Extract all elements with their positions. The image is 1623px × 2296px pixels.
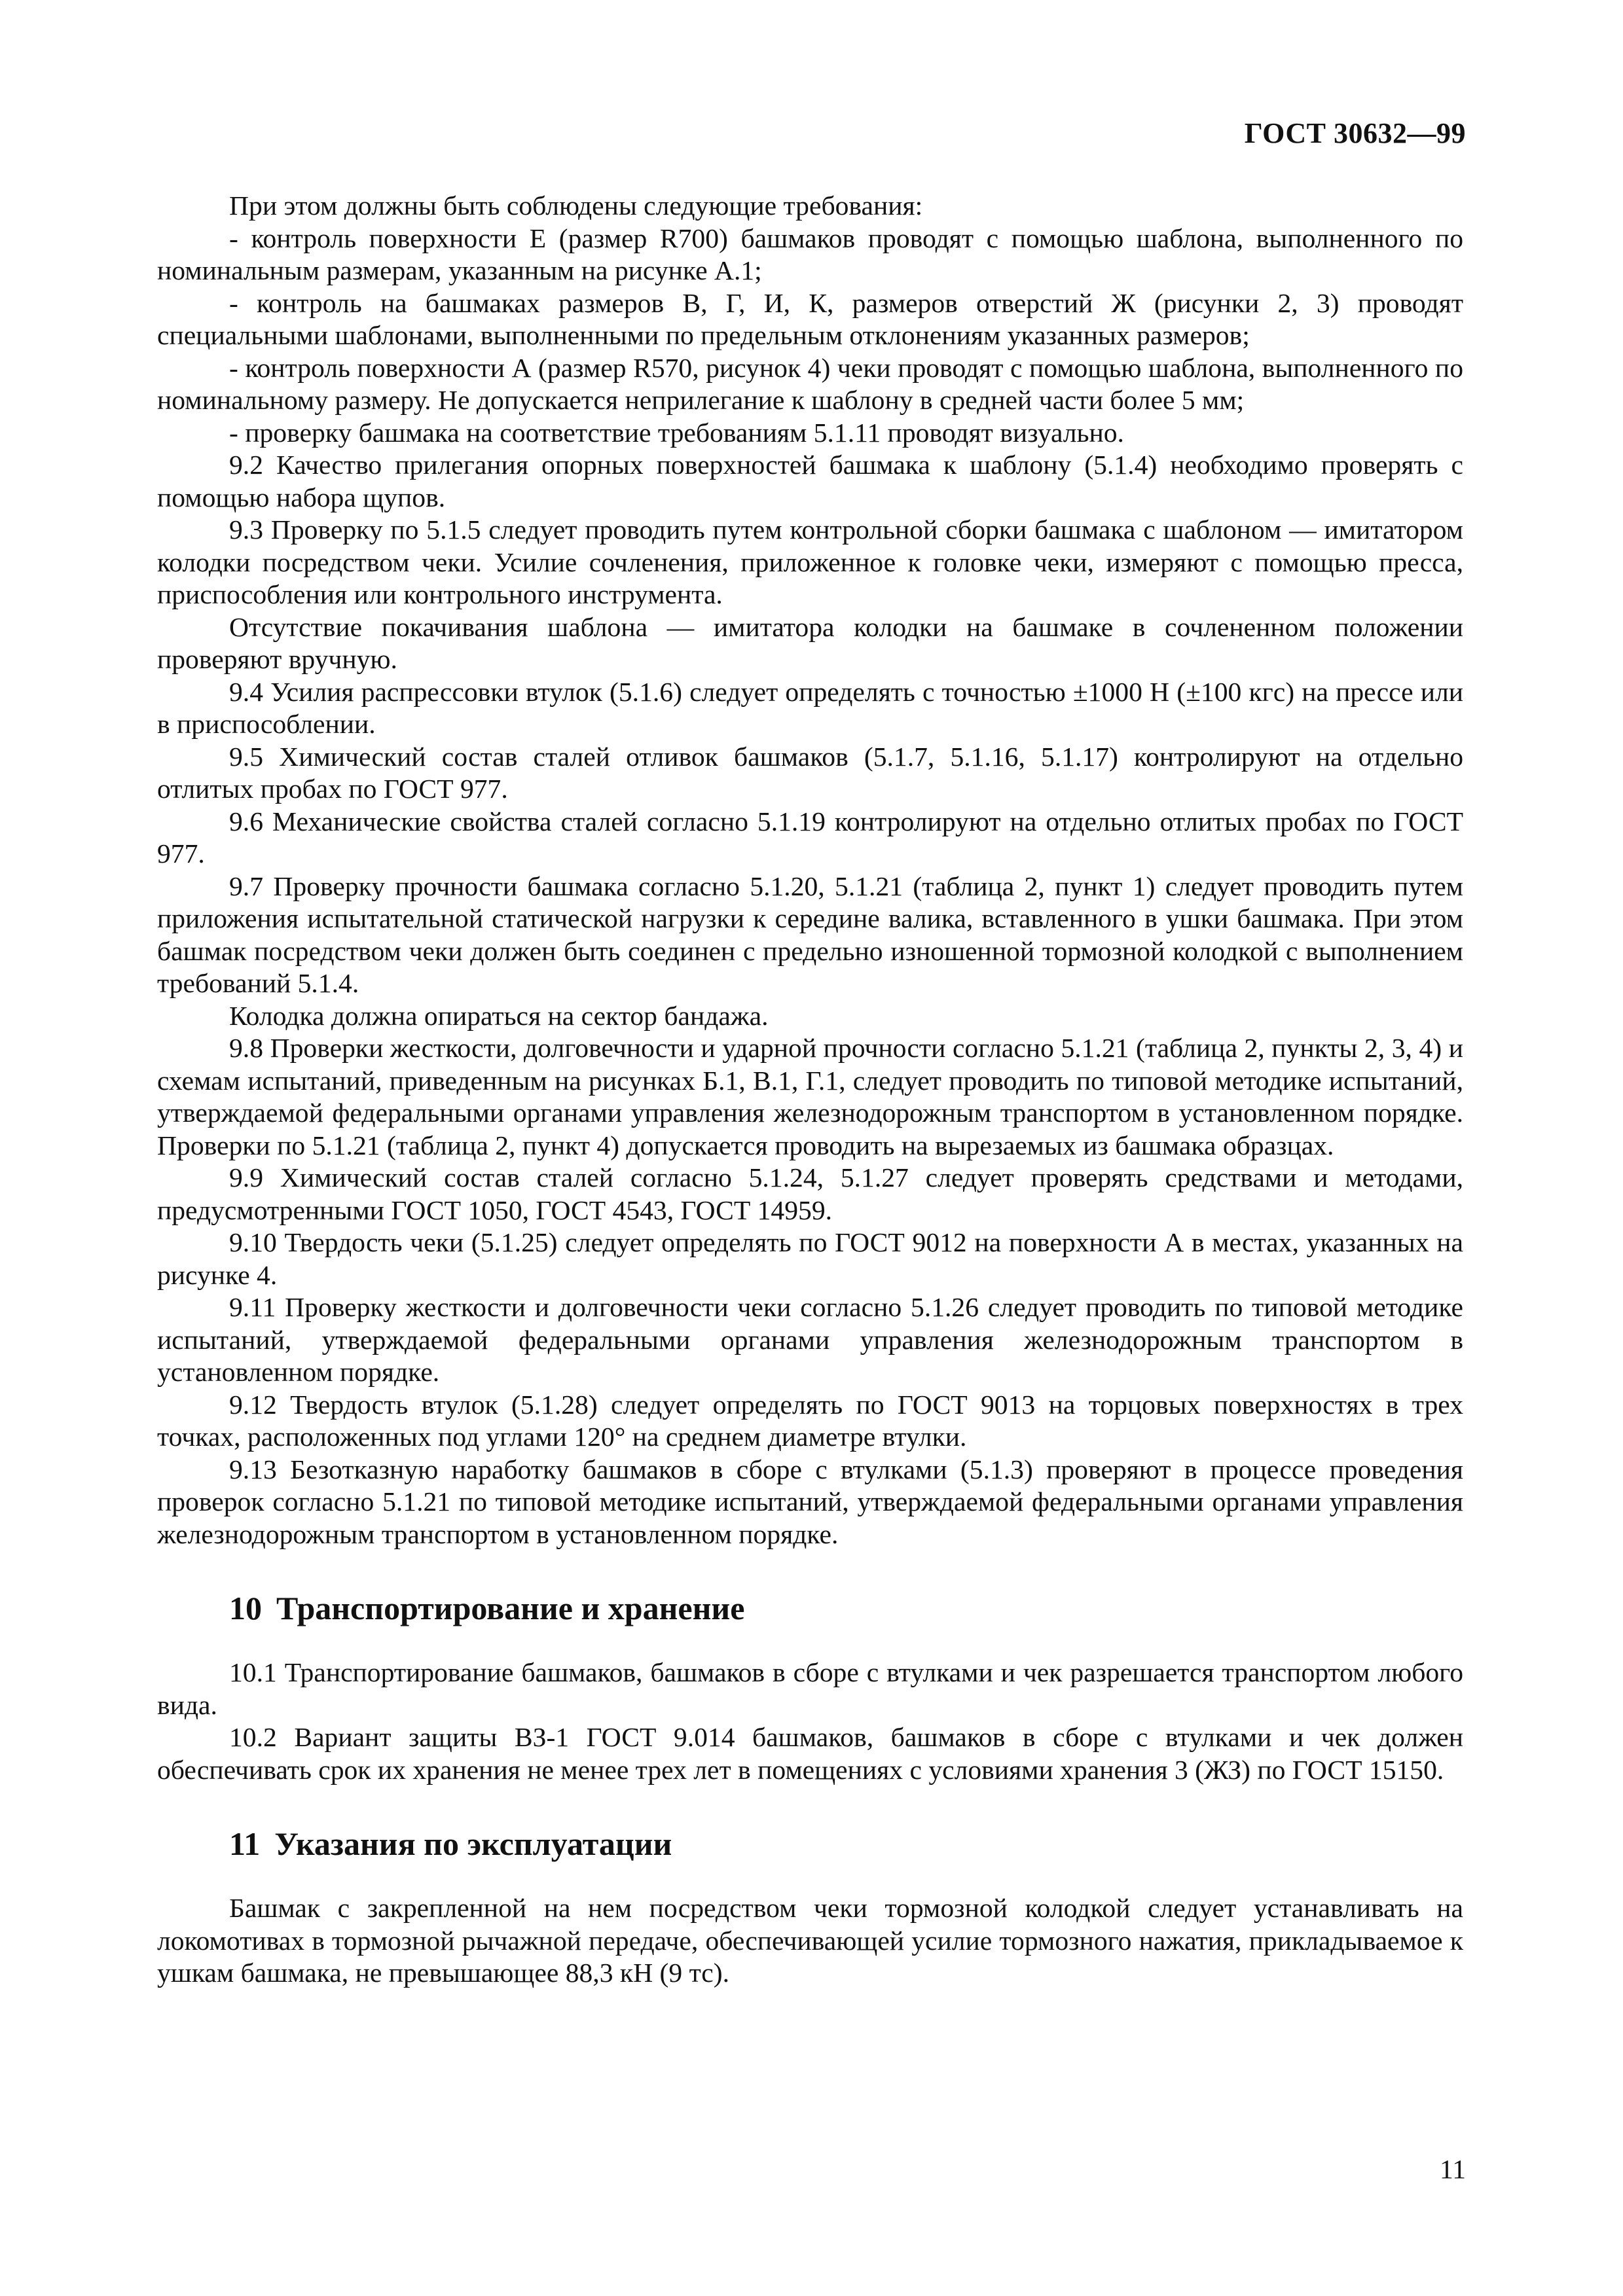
paragraph: 9.11 Проверку жесткости и долговечности чеки согласно 5.1.26 следует проводить по типовой методике испытаний, утверждаемой федеральными органами управления железнодорожным транспортом в установленном порядке. [157,1292,1463,1387]
paragraph: 9.12 Твердость втулок (5.1.28) следует определять по ГОСТ 9013 на торцовых поверхностях в трех точках, расположенных под углами 120° на среднем диаметре втулки. [157,1389,1463,1452]
page-number: 11 [1439,2154,1466,2184]
paragraph: 10.1 Транспортирование башмаков, башмаков в сборе с втулками и чек разрешается транспортом любого вида. [157,1657,1463,1720]
paragraph: 9.8 Проверки жесткости, долговечности и ударной прочности согласно 5.1.21 (таблица 2, пункты 2, 3, 4) и схемам испытаний, приведенным на рисунках Б.1, В.1, Г.1, следует проводить по типовой методике испытаний, утверждаемой федеральными органами управления железнодорожным транспортом в установленном порядке. Проверки по 5.1.21 (таблица 2, пункт 4) допускается проводить на вырезаемых из башмака образцах. [157,1033,1463,1160]
paragraph: 9.7 Проверку прочности башмака согласно 5.1.20, 5.1.21 (таблица 2, пункт 1) следует проводить путем приложения испытательной статической нагрузки к середине валика, вставленного в ушки башмака. При этом башмак посредством чеки должен быть соединен с предельно изношенной тормозной колодкой с выполнением требований 5.1.4. [157,870,1463,998]
paragraph: Отсутствие покачивания шаблона — имитатора колодки на башмаке в сочлененном положении проверяют вручную. [157,611,1463,674]
document-code-header: ГОСТ 30632—99 [1244,117,1466,149]
paragraph: 9.4 Усилия распрессовки втулок (5.1.6) следует определять с точностью ±1000 Н (±100 кгс) на прессе или в приспособлении. [157,676,1463,739]
paragraph: - контроль на башмаках размеров В, Г, И, К, размеров отверстий Ж (рисунки 2, 3) проводят специальными шаблонами, выполненными по предельным отклонениям указанных размеров; [157,287,1463,350]
paragraph: 10.2 Вариант защиты ВЗ-1 ГОСТ 9.014 башмаков, башмаков в сборе с втулками и чек должен обеспечивать срок их хранения не менее трех лет в помещениях с условиями хранения 3 (ЖЗ) по ГОСТ 15150. [157,1722,1463,1785]
paragraph: 9.10 Твердость чеки (5.1.25) следует определять по ГОСТ 9012 на поверхности А в местах, указанных на рисунке 4. [157,1227,1463,1290]
paragraph: 9.3 Проверку по 5.1.5 следует проводить путем контрольной сборки башмака с шаблоном — имитатором колодки посредством чеки. Усилие сочленения, приложенное к головке чеки, измеряют с помощью пресса, приспособления или контрольного инструмента. [157,514,1463,609]
paragraph: 9.6 Механические свойства сталей согласно 5.1.19 контролируют на отдельно отлитых пробах по ГОСТ 977. [157,806,1463,869]
page-content [157,190,1463,1990]
paragraph: 9.9 Химический состав сталей согласно 5.1.24, 5.1.27 следует проверять средствами и методами, предусмотренными ГОСТ 1050, ГОСТ 4543, ГОСТ 14959. [157,1162,1463,1225]
paragraph: Колодка должна опираться на сектор бандажа. [229,1000,769,1031]
paragraph: 9.5 Химический состав сталей отливок башмаков (5.1.7, 5.1.16, 5.1.17) контролируют на отдельно отлитых пробах по ГОСТ 977. [157,741,1463,804]
section-title: Транспортирование и хранение [276,1590,745,1626]
section-number: 11 [229,1825,261,1862]
paragraph: 9.13 Безотказную наработку башмаков в сборе с втулками (5.1.3) проверяют в процессе проведения проверок согласно 5.1.21 по типовой методике испытаний, утверждаемой федеральными органами управления железнодорожным транспортом в установленном порядке. [157,1454,1463,1549]
section-title: Указания по эксплуатации [274,1825,672,1862]
section-heading-10 [157,1588,1463,1628]
section-heading-11 [157,1824,1463,1863]
paragraph: 9.2 Качество прилегания опорных поверхностей башмака к шаблону (5.1.4) необходимо проверять с помощью набора щупов. [157,450,1463,512]
paragraph: При этом должны быть соблюдены следующие требования: [229,190,923,221]
paragraph: - контроль поверхности А (размер R570, рисунок 4) чеки проводят с помощью шаблона, выполненного по номинальному размеру. Не допускается неприлегание к шаблону в средней части более 5 мм; [157,352,1463,415]
section-number: 10 [229,1590,262,1626]
paragraph: - проверку башмака на соответствие требованиям 5.1.11 проводят визуально. [229,417,1124,448]
paragraph: Башмак с закрепленной на нем посредством чеки тормозной колодкой следует устанавливать на локомотивах в тормозной рычажной передаче, обеспечивающей усилие тормозного нажатия, прикладываемое к ушкам башмака, не превышающее 88,3 кН (9 тс). [157,1893,1463,1988]
paragraph: - контроль поверхности Е (размер R700) башмаков проводят с помощью шаблона, выполненного по номинальным размерам, указанным на рисунке А.1; [157,223,1463,285]
